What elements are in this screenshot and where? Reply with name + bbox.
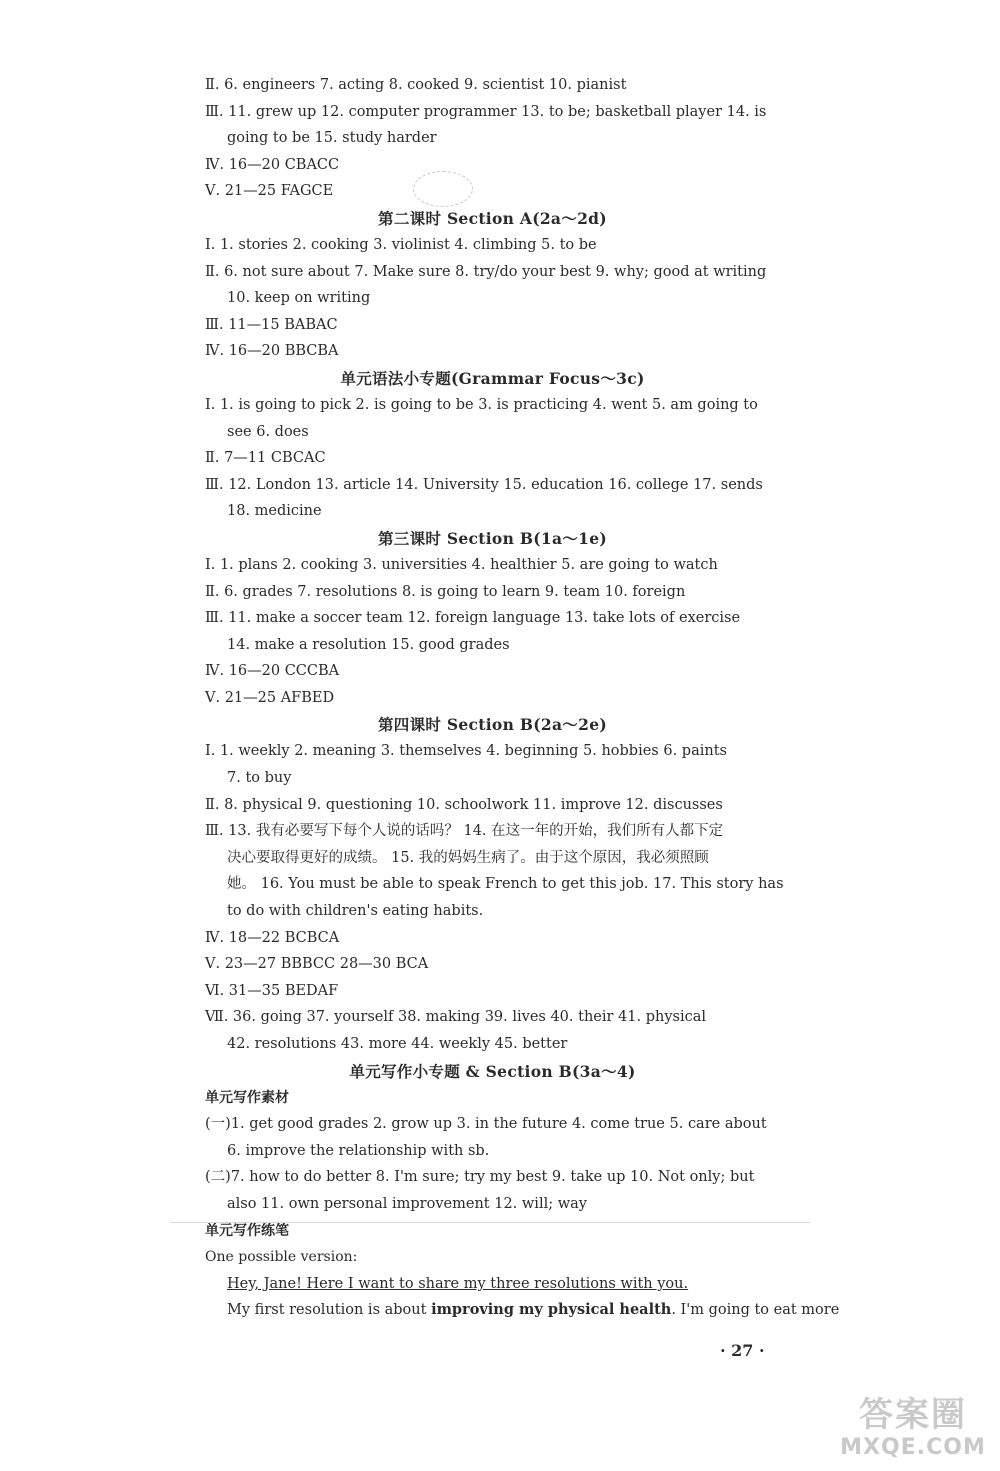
answer-line: Ⅰ. 1. weekly 2. meaning 3. themselves 4. beginning 5. hobbies 6. paints bbox=[205, 743, 727, 760]
essay-text: My first resolution is about bbox=[227, 1302, 432, 1319]
answer-line: Ⅱ. 8. physical 9. questioning 10. schoolwork 11. improve 12. discusses bbox=[205, 796, 723, 813]
answer-line: Ⅲ. 11. make a soccer team 12. foreign language 13. take lots of exercise bbox=[205, 610, 741, 627]
answer-line: 42. resolutions 43. more 44. weekly 45. better bbox=[227, 1036, 568, 1052]
subsection-title: 单元写作练笔 bbox=[205, 1222, 289, 1239]
essay-text: . I'm going to eat more bbox=[671, 1302, 840, 1319]
answer-line: (二)7. how to do better 8. I'm sure; try my best 9. take up 10. Not only; but bbox=[205, 1169, 755, 1186]
essay-line bbox=[205, 1271, 780, 1298]
section-heading: 第四课时 Section B(2a～2e) bbox=[378, 715, 607, 735]
answer-line: Ⅱ. 7—11 CBCAC bbox=[205, 450, 326, 467]
answer-line: One possible version: bbox=[205, 1249, 358, 1266]
answer-line: 她。 16. You must be able to speak French to get this job. 17. This story has bbox=[227, 876, 784, 893]
answer-line: 6. improve the relationship with sb. bbox=[227, 1142, 490, 1159]
answer-line: going to be 15. study harder bbox=[227, 130, 437, 147]
answer-line: Ⅲ. 11. grew up 12. computer programmer 13. to be; basketball player 14. is bbox=[205, 103, 767, 120]
answer-line: 14. make a resolution 15. good grades bbox=[227, 636, 510, 653]
watermark-url: MXQE.COM bbox=[840, 1435, 986, 1460]
answer-line: Ⅱ. 6. not sure about 7. Make sure 8. try/do your best 9. why; good at writing bbox=[205, 263, 767, 280]
answer-line: Ⅶ. 36. going 37. yourself 38. making 39. lives 40. their 41. physical bbox=[205, 1009, 707, 1026]
essay-key-phrase: improving my physical health bbox=[431, 1301, 672, 1319]
answer-line: Ⅱ. 6. grades 7. resolutions 8. is going to learn 9. team 10. foreign bbox=[205, 583, 686, 600]
answer-line: Ⅵ. 31—35 BEDAF bbox=[205, 982, 339, 999]
answer-line: Ⅲ. 12. London 13. article 14. University 15. education 16. college 17. sends bbox=[205, 476, 763, 493]
answer-line: Ⅳ. 16—20 CCCBA bbox=[205, 663, 340, 680]
answer-line: Ⅰ. 1. stories 2. cooking 3. violinist 4. climbing 5. to be bbox=[205, 236, 597, 253]
answer-line: Ⅰ. 1. is going to pick 2. is going to be 3. is practicing 4. went 5. am going to bbox=[205, 396, 758, 413]
answer-line: Ⅲ. 11—15 BABAC bbox=[205, 316, 338, 333]
section-heading: 第三课时 Section B(1a～1e) bbox=[378, 528, 607, 548]
page-number: · 27 · bbox=[720, 1341, 765, 1360]
answer-line: Ⅲ. 13. 我有必要写下每个人说的话吗？ 14. 在这一年的开始，我们所有人都下定 bbox=[205, 823, 724, 840]
watermark-logo-text: 答案圈 bbox=[859, 1395, 967, 1435]
answer-content bbox=[205, 72, 840, 1324]
section-heading: 单元写作小专题 & Section B(3a～4) bbox=[349, 1061, 636, 1081]
essay-line bbox=[205, 1297, 840, 1324]
answer-line: Ⅴ. 23—27 BBBCC 28—30 BCA bbox=[205, 956, 429, 973]
answer-line: (一)1. get good grades 2. grow up 3. in the future 4. come true 5. care about bbox=[205, 1116, 767, 1133]
answer-line: to do with children's eating habits. bbox=[227, 903, 484, 920]
section-heading: 单元语法小专题(Grammar Focus～3c) bbox=[340, 368, 645, 388]
answer-line: 18. medicine bbox=[227, 503, 322, 520]
essay-opening-sentence: Hey, Jane! Here I want to share my three resolutions with you. bbox=[227, 1275, 689, 1292]
answer-line: see 6. does bbox=[227, 423, 309, 440]
answer-line: Ⅴ. 21—25 FAGCE bbox=[205, 183, 334, 200]
answer-line: also 11. own personal improvement 12. will; way bbox=[227, 1195, 587, 1212]
answer-line: 决心要取得更好的成绩。 15. 我的妈妈生病了。由于这个原因，我必须照顾 bbox=[227, 849, 709, 866]
answer-line: Ⅳ. 16—20 CBACC bbox=[205, 156, 340, 173]
answer-line: 7. to buy bbox=[227, 770, 292, 787]
answer-line: Ⅱ. 6. engineers 7. acting 8. cooked 9. scientist 10. pianist bbox=[205, 77, 627, 93]
answer-line: Ⅴ. 21—25 AFBED bbox=[205, 689, 335, 706]
divider bbox=[170, 1222, 810, 1223]
subsection-title: 单元写作素材 bbox=[205, 1089, 289, 1106]
section-heading: 第二课时 Section A(2a～2d) bbox=[378, 208, 607, 228]
answer-line: 10. keep on writing bbox=[227, 290, 371, 307]
answer-line: Ⅳ. 18—22 BCBCA bbox=[205, 929, 340, 946]
answer-line: Ⅰ. 1. plans 2. cooking 3. universities 4. healthier 5. are going to watch bbox=[205, 556, 718, 573]
answer-line: Ⅳ. 16—20 BBCBA bbox=[205, 343, 339, 360]
site-watermark bbox=[838, 1395, 988, 1465]
